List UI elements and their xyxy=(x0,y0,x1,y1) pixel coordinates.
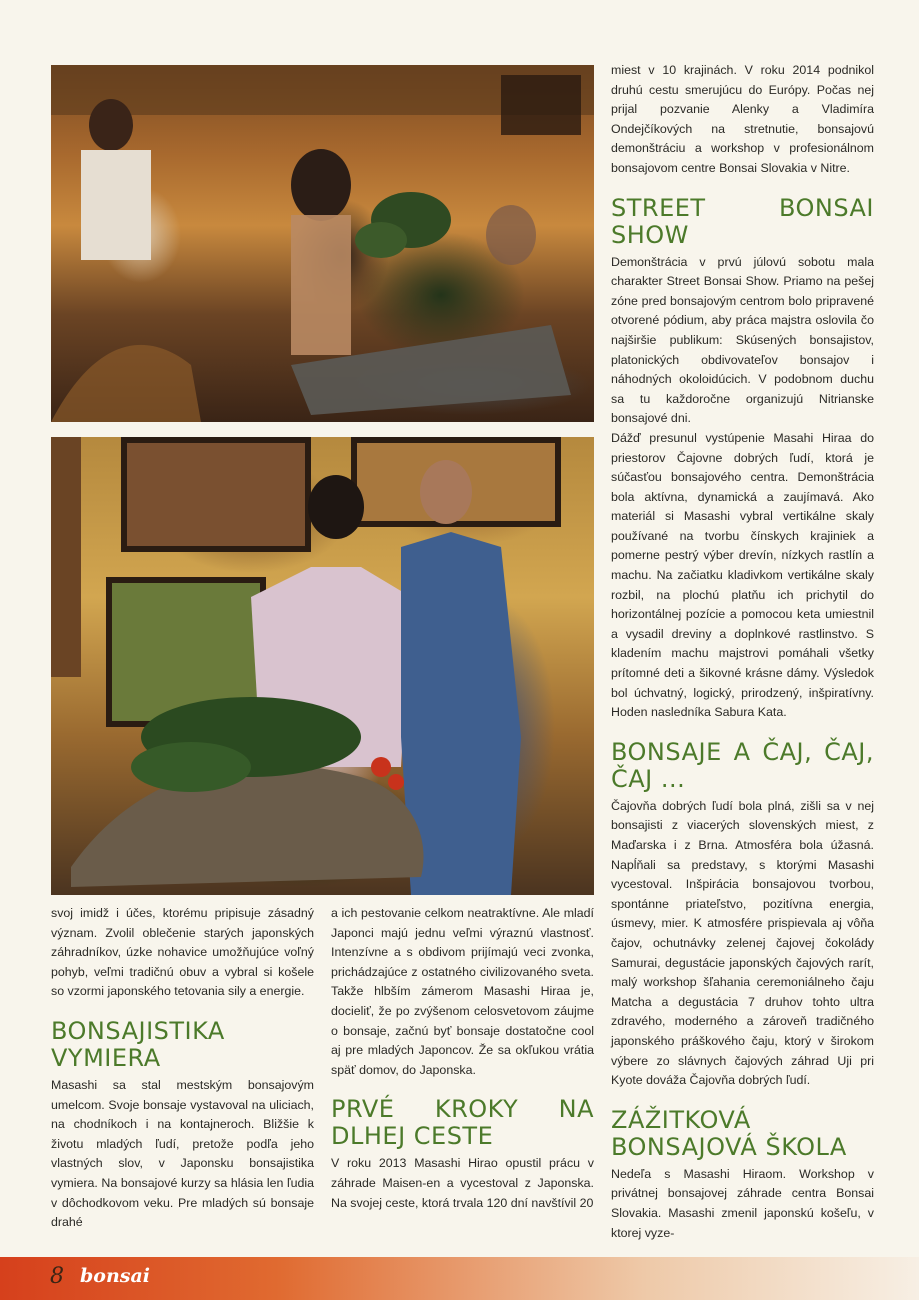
school-section-text: Nedeľa s Masashi Hiraom. Workshop v privátnej bonsajovej záhrade centra Bonsai Slovakia. Masashi zmenil japonskú košeľu, v ktorej vyze- xyxy=(611,1166,874,1240)
top-photo-illustration xyxy=(51,65,594,422)
heading-street-bonsai-show: STREET BONSAI SHOW xyxy=(611,193,874,249)
bottom-photo xyxy=(51,437,594,895)
middle-column xyxy=(331,904,594,1213)
middle-intro-text: a ich pestovanie celkom neatraktívne. Ale mladí Japonci majú jednu veľmi výraznú vlastnosť. Intenzívne a s obdivom prijímajú veci zvonka, prichádzajúce z ostatného civilizovaného sveta. Takže hlbším zámerom Masashi Hiraa je, docieliť, že po zvýšenom celosvetovom záujme o bonsaje, začnú byť bonsaje dostatočne cool aj pre mladých Japoncov. Že sa okľukou vrátia späť domov, do Japonska. xyxy=(331,906,594,1077)
right-intro-text: miest v 10 krajinách. V roku 2014 podnikol druhú cestu smerujúcu do Európy. Počas nej prijal pozvanie Alenky a Vladimíra Ondejčíkových na stretnutie, bonsajovú demonštráciu a workshop v profesionálnom bonsajovom centre Bonsai Slovakia v Nitre. xyxy=(611,63,874,175)
left-section-text: Masashi sa stal mestským bonsajovým umelcom. Svoje bonsaje vystavoval na uliciach, na chodníkoch i na kontajneroch. Bližšie k životu mladých ľudí, pretože podľa jeho vlastných slov, v Japonsku bonsajistika vymiera. Na bonsajové kurzy sa hlásia len ľudia v dôchodkovom veku. Pre mladých sú bonsaje drahé xyxy=(51,1077,314,1230)
middle-section-text: V roku 2013 Masashi Hirao opustil prácu v záhrade Maisen-en a vycestoval z Japonska. Na svojej ceste, ktorá trvala 120 dní navštívil 20 xyxy=(331,1156,594,1210)
left-intro-text: svoj imidž i účes, ktorému pripisuje zásadný význam. Zvolil oblečenie starých japonských záhradníkov, úzke nohavice umožňujúce voľný pohyb, veľmi tradičnú obuv a vybral si košele so vzormi japonského tetovania sily a energie. xyxy=(51,906,314,999)
left-column xyxy=(51,904,314,1233)
right-column xyxy=(611,61,874,1243)
bottom-photo-illustration xyxy=(51,437,594,895)
tea-section-text: Čajovňa dobrých ľudí bola plná, zišli sa v nej bonsajisti z viacerých slovenských miest, z Maďarska i z Brna. Atmosféra bola úžasná. Napĺňali sa predstavy, s ktorými Masashi vycestoval. Inšpirácia bonsajovou tvorbou, spontánne priateľstvo, pozitívna energia, úsmevy, mier. K atmosfére prispievala aj vôňa čajov, ochutnávky zelenej čajovej čokolády Samurai, degustácie japonských čajových rarít, malý workshop šľahania ceremoniálneho čaju Matcha a degustácia 7 druhov tohto ultra zdravého, moderného a zároveň tradičného japonského práškového čaju, ktorý v širokom výbere zo slávnych čajových záhrad Uji pri Kyote dováža Čajovňa dobrých ľudí. xyxy=(611,798,874,1088)
heading-prve-kroky: PRVÉ KROKY NA DLHEJ CESTE xyxy=(331,1095,594,1151)
heading-bonsajistika-vymiera: BONSAJISTIKA VYMIERA xyxy=(51,1016,225,1072)
street-show-paragraph-1: Demonštrácia v prvú júlovú sobotu mala charakter Street Bonsai Show. Priamo na pešej zóne pred bonsajovým centrom bolo pripravené otvorené pódium, aby práca majstra oslovila čo najširšie publikum: Skúsených bonsajistov, platonických obdivovateľov bonsajov i náhodných okoloidúcich. V podobnom duchu sa tu každoročne organizujú Nitrianske bonsajové dni. xyxy=(611,254,874,426)
heading-bonsaje-a-caj: BONSAJE A ČAJ, ČAJ, ČAJ ... xyxy=(611,737,874,793)
street-show-paragraph-2: Dážď presunul vystúpenie Masahi Hiraa do priestorov Čajovne dobrých ľudí, ktorá je súčasťou bonsajového centra. Demonštrácia bola aktívna, dynamická a zaujímavá. Ako materiál si Masashi vybral vertikálne skaly používané na tvorbu čínskych krajiniek a pomerne pestrý výber drevín, nízkych rastlín a machu. Na začiatku kladivkom vertikálne skaly rozbil, na plochú platňu ich prichytil do horizontálnej pozície a pomocou keta umiestnil a vysadil dreviny a doplnkové rastlinstvo. S kladením machu majstrovi pomáhali všetky prítomné deti a šikovné krásne dámy. Výsledok bol úchvatný, logický, prirodzený, inšpiratívny. Hoden nasledníka Sabura Kata. xyxy=(611,430,874,720)
page-number: 8 xyxy=(50,1264,64,1289)
heading-zazitkova-skola: ZÁŽITKOVÁ BONSAJOVÁ ŠKOLA xyxy=(611,1105,847,1161)
magazine-logo: bonsai xyxy=(80,1265,150,1287)
top-photo xyxy=(51,65,594,422)
